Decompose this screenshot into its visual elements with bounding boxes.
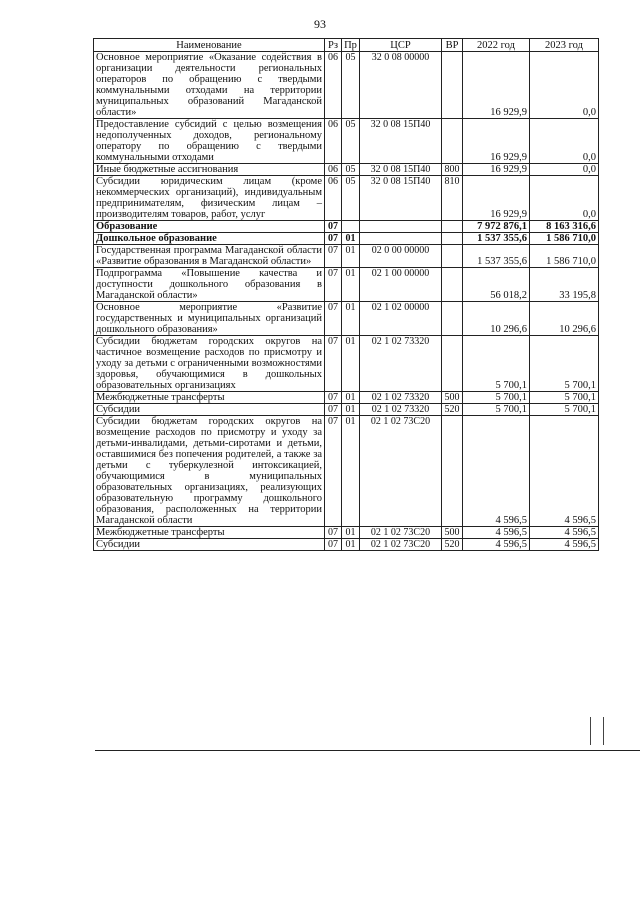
row-pr: 01 [342,416,360,527]
row-csr: 32 0 08 00000 [360,52,442,119]
row-pr: 01 [342,268,360,302]
row-value-2023: 10 296,6 [530,302,599,336]
row-value-2023: 33 195,8 [530,268,599,302]
row-value-2022: 56 018,2 [463,268,530,302]
row-csr: 02 1 02 73320 [360,392,442,404]
row-name: Межбюджетные трансферты [94,527,325,539]
row-csr: 02 1 02 73320 [360,404,442,416]
table-row [94,336,599,392]
row-pr: 01 [342,336,360,392]
row-pr: 01 [342,245,360,268]
row-csr [360,221,442,233]
row-value-2022: 10 296,6 [463,302,530,336]
row-name: Подпрограмма «Повышение качества и доступности дошкольного образования в Магаданской области» [94,268,325,302]
bottom-rule [95,750,640,751]
row-csr: 02 1 02 73С20 [360,416,442,527]
margin-mark [603,717,604,745]
row-value-2023: 4 596,5 [530,539,599,551]
table-row [94,539,599,551]
row-value-2023: 5 700,1 [530,392,599,404]
row-name: Основное мероприятие «Оказание содействия в организации деятельности региональных операторов по обращению с твердыми коммунальными отходами на территории муниципальных образований Магаданской области» [94,52,325,119]
row-pr [342,221,360,233]
row-vr: 800 [442,164,463,176]
row-csr: 02 0 00 00000 [360,245,442,268]
row-csr: 02 1 02 73С20 [360,527,442,539]
row-name: Субсидии [94,539,325,551]
row-vr: 810 [442,176,463,221]
row-csr: 02 1 02 73С20 [360,539,442,551]
row-rz: 07 [325,392,342,404]
row-csr: 32 0 08 15П40 [360,176,442,221]
row-value-2022: 5 700,1 [463,404,530,416]
row-value-2022: 16 929,9 [463,164,530,176]
row-pr: 01 [342,392,360,404]
row-rz: 07 [325,268,342,302]
row-vr [442,302,463,336]
table-row [94,527,599,539]
row-vr [442,52,463,119]
row-pr: 01 [342,527,360,539]
budget-table [93,38,599,551]
row-vr [442,221,463,233]
row-vr: 500 [442,392,463,404]
row-csr: 32 0 08 15П40 [360,164,442,176]
row-value-2022: 16 929,9 [463,176,530,221]
row-value-2023: 1 586 710,0 [530,245,599,268]
row-pr: 05 [342,119,360,164]
row-value-2023: 0,0 [530,164,599,176]
row-rz: 06 [325,176,342,221]
row-rz: 07 [325,539,342,551]
row-value-2022: 16 929,9 [463,52,530,119]
table-body [94,52,599,551]
row-vr [442,416,463,527]
table-header-row [94,39,599,52]
table-row [94,176,599,221]
row-rz: 07 [325,302,342,336]
row-vr: 520 [442,404,463,416]
row-pr: 05 [342,176,360,221]
row-name: Иные бюджетные ассигнования [94,164,325,176]
header-name: Наименование [94,39,325,52]
page-number: 93 [314,17,326,31]
row-rz: 07 [325,416,342,527]
header-pr: Пр [342,39,360,52]
row-value-2022: 4 596,5 [463,416,530,527]
row-value-2023: 1 586 710,0 [530,233,599,245]
row-vr [442,119,463,164]
row-pr: 01 [342,302,360,336]
row-vr: 520 [442,539,463,551]
table-row [94,404,599,416]
row-csr [360,233,442,245]
row-value-2022: 16 929,9 [463,119,530,164]
row-name: Предоставление субсидий с целью возмещения недополученных доходов, региональному оператору по обращению с твердыми коммунальными отходами [94,119,325,164]
row-value-2022: 4 596,5 [463,539,530,551]
row-name: Основное мероприятие «Развитие государственных и муниципальных организаций дошкольного образования» [94,302,325,336]
row-rz: 07 [325,233,342,245]
row-value-2023: 0,0 [530,52,599,119]
row-vr: 500 [442,527,463,539]
row-value-2022: 7 972 876,1 [463,221,530,233]
row-rz: 07 [325,221,342,233]
row-name: Государственная программа Магаданской области «Развитие образования в Магаданской области» [94,245,325,268]
row-name: Субсидии [94,404,325,416]
row-pr: 05 [342,164,360,176]
row-value-2023: 5 700,1 [530,404,599,416]
row-name: Межбюджетные трансферты [94,392,325,404]
row-value-2023: 0,0 [530,119,599,164]
row-rz: 07 [325,527,342,539]
row-csr: 02 1 02 00000 [360,302,442,336]
margin-mark [590,717,591,745]
table-row [94,392,599,404]
row-value-2022: 1 537 355,6 [463,233,530,245]
header-2023: 2023 год [530,39,599,52]
table-row [94,119,599,164]
header-csr: ЦСР [360,39,442,52]
row-rz: 07 [325,245,342,268]
row-vr [442,268,463,302]
row-name: Образование [94,221,325,233]
row-vr [442,233,463,245]
header-vr: ВР [442,39,463,52]
row-value-2022: 4 596,5 [463,527,530,539]
header-rz: Рз [325,39,342,52]
row-pr: 01 [342,233,360,245]
row-csr: 02 1 00 00000 [360,268,442,302]
row-pr: 05 [342,52,360,119]
row-value-2022: 5 700,1 [463,392,530,404]
row-rz: 07 [325,336,342,392]
row-value-2023: 8 163 316,6 [530,221,599,233]
row-value-2023: 4 596,5 [530,527,599,539]
table-row [94,302,599,336]
table-row [94,221,599,233]
row-value-2023: 4 596,5 [530,416,599,527]
table-row [94,268,599,302]
row-name: Дошкольное образование [94,233,325,245]
row-rz: 06 [325,164,342,176]
table-row [94,416,599,527]
row-value-2023: 0,0 [530,176,599,221]
row-vr [442,245,463,268]
row-pr: 01 [342,404,360,416]
table-row [94,164,599,176]
row-rz: 07 [325,404,342,416]
row-csr: 02 1 02 73320 [360,336,442,392]
row-vr [442,336,463,392]
row-pr: 01 [342,539,360,551]
row-rz: 06 [325,119,342,164]
row-name: Субсидии бюджетам городских округов на возмещение расходов по присмотру и уходу за детьми-инвалидами, детьми-сиротами и детьми, оставшимися без попечения родителей, а также за детьми с туберкулезной интоксикацией, обучающимися в муниципальных образовательных организациях, реализующих образовательную программу дошкольного образования, расположенных на территории Магаданской области [94,416,325,527]
row-value-2023: 5 700,1 [530,336,599,392]
row-rz: 06 [325,52,342,119]
row-name: Субсидии юридическим лицам (кроме некоммерческих организаций), индивидуальным предпринимателям, физическим лицам – производителям товаров, работ, услуг [94,176,325,221]
table-row [94,245,599,268]
row-value-2022: 1 537 355,6 [463,245,530,268]
row-name: Субсидии бюджетам городских округов на частичное возмещение расходов по присмотру и уходу за детьми с ограниченными возможностями здоровья, обучающимися в дошкольных образовательных организациях [94,336,325,392]
table-row [94,233,599,245]
row-value-2022: 5 700,1 [463,336,530,392]
header-2022: 2022 год [463,39,530,52]
row-csr: 32 0 08 15П40 [360,119,442,164]
table-row [94,52,599,119]
